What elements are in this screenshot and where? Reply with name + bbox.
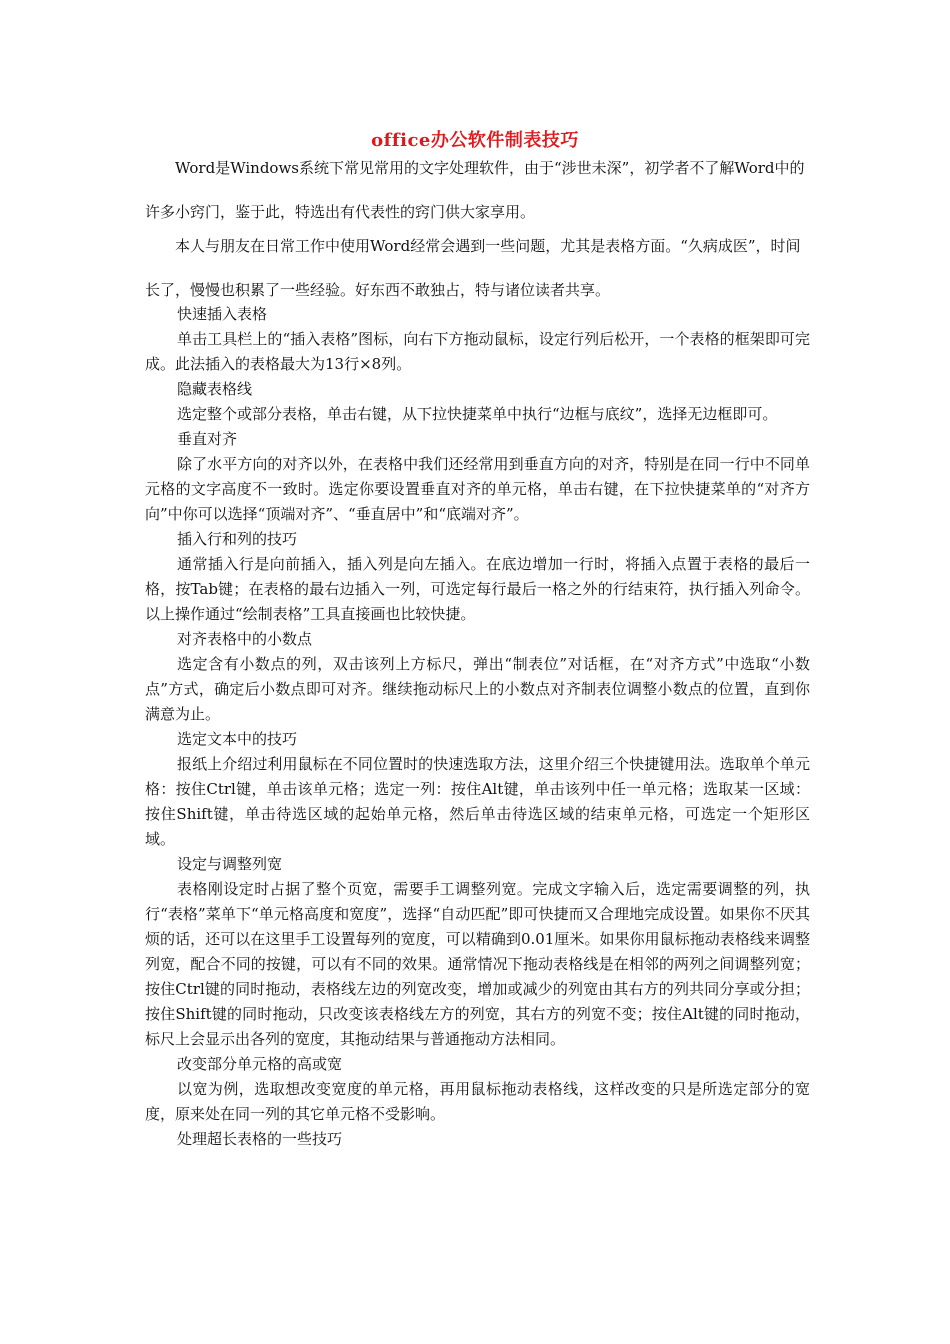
document-body	[145, 302, 810, 1152]
section-heading: 选定文本中的技巧	[177, 730, 298, 748]
section-heading: 插入行和列的技巧	[177, 530, 298, 548]
intro-text: 本人与朋友在日常工作中使用Word经常会遇到一些问题，尤其是表格方面。“久病成医”，时间长了，慢慢也积累了一些经验。好东西不敢独占，特与诸位读者共享。	[145, 237, 801, 299]
intro-paragraph-1	[145, 146, 810, 234]
section-heading: 对齐表格中的小数点	[177, 630, 313, 648]
section-paragraph: 单击工具栏上的“插入表格”图标，向右下方拖动鼠标，设定行列后松开，一个表格的框架即可完成。此法插入的表格最大为13行×8列。	[145, 330, 810, 373]
section-heading: 处理超长表格的一些技巧	[177, 1130, 343, 1148]
section-heading: 隐藏表格线	[177, 380, 253, 398]
document-title: office办公软件制表技巧	[371, 130, 579, 151]
intro-text: Word是Windows系统下常见常用的文字处理软件，由于“涉世未深”，初学者不了解Word中的许多小窍门，鉴于此，特选出有代表性的窍门供大家享用。	[145, 159, 805, 221]
section-paragraph: 表格刚设定时占据了整个页宽，需要手工调整列宽。完成文字输入后，选定需要调整的列，执行“表格”菜单下“单元格高度和宽度”，选择“自动匹配”即可快捷而又合理地完成设置。如果你不厌其烦的话，还可以在这里手工设置每列的宽度，可以精确到0.01厘米。如果你用鼠标拖动表格线来调整列宽，配合不同的按键，可以有不同的效果。通常情况下拖动表格线是在相邻的两列之间调整列宽；按住Ctrl键的同时拖动，表格线左边的列宽改变，增加或减少的列宽由其右方的列共同分享或分担；按住Shift键的同时拖动，只改变该表格线左方的列宽，其右方的列宽不变；按住Alt键的同时拖动，标尺上会显示出各列的宽度，其拖动结果与普通拖动方法相同。	[145, 880, 810, 1048]
section-paragraph: 选定整个或部分表格，单击右键，从下拉快捷菜单中执行“边框与底纹”，选择无边框即可。	[177, 405, 778, 423]
section-paragraph: 除了水平方向的对齐以外，在表格中我们还经常用到垂直方向的对齐，特别是在同一行中不同单元格的文字高度不一致时。选定你要设置垂直对齐的单元格，单击右键，在下拉快捷菜单的“对齐方向”中你可以选择“顶端对齐”、“垂直居中”和“底端对齐”。	[145, 455, 810, 523]
section-heading: 垂直对齐	[177, 430, 238, 448]
section-paragraph: 选定含有小数点的列，双击该列上方标尺，弹出“制表位”对话框，在“对齐方式”中选取“小数点”方式，确定后小数点即可对齐。继续拖动标尺上的小数点对齐制表位调整小数点的位置，直到你满意为止。	[145, 655, 810, 723]
intro-paragraph-2	[145, 224, 810, 312]
section-heading: 快速插入表格	[177, 305, 268, 323]
section-paragraph: 报纸上介绍过利用鼠标在不同位置时的快速选取方法，这里介绍三个快捷键用法。选取单个单元格：按住Ctrl键，单击该单元格；选定一列：按住Alt键，单击该列中任一单元格；选取某一区域：按住Shift键，单击待选区域的起始单元格，然后单击待选区域的结束单元格，可选定一个矩形区域。	[145, 755, 810, 848]
section-heading: 设定与调整列宽	[177, 855, 283, 873]
section-paragraph: 以宽为例，选取想改变宽度的单元格，再用鼠标拖动表格线，这样改变的只是所选定部分的宽度，原来处在同一列的其它单元格不受影响。	[145, 1080, 810, 1123]
section-heading: 改变部分单元格的高或宽	[177, 1055, 343, 1073]
section-paragraph: 通常插入行是向前插入，插入列是向左插入。在底边增加一行时，将插入点置于表格的最后一格，按Tab键；在表格的最右边插入一列，可选定每行最后一格之外的行结束符，执行插入列命令。以上操作通过“绘制表格”工具直接画也比较快捷。	[145, 555, 810, 623]
